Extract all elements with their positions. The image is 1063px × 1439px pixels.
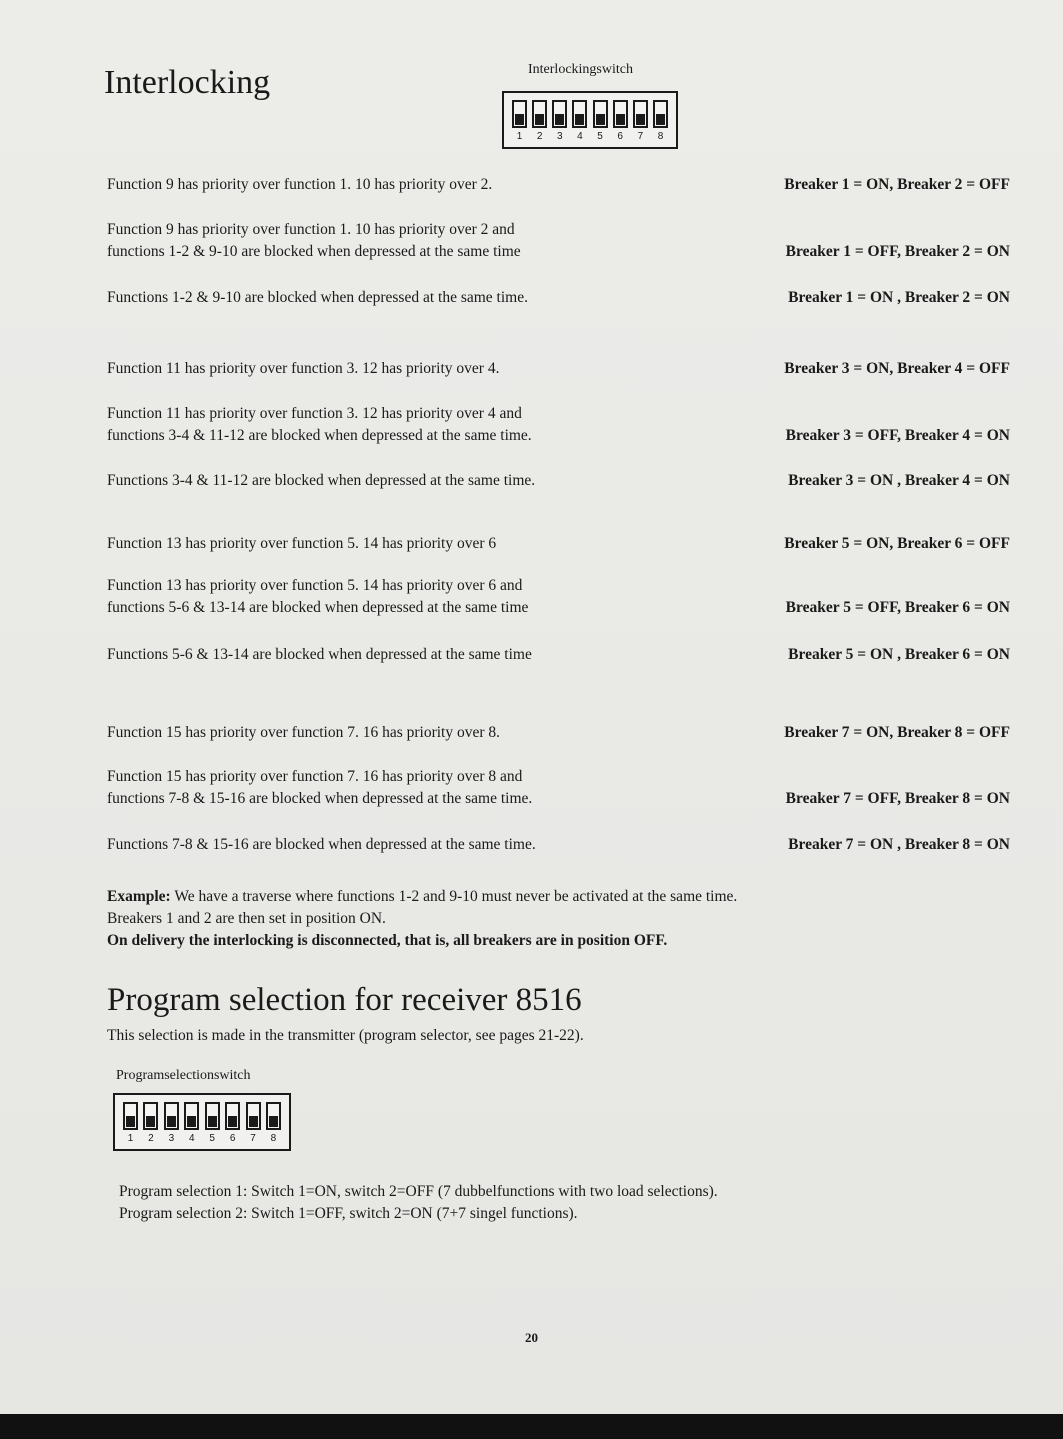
dip-knob <box>266 1102 281 1130</box>
dip-knob <box>184 1102 199 1130</box>
breaker-setting: Breaker 1 = OFF, Breaker 2 = ON <box>785 243 1010 260</box>
example-line-2: Breakers 1 and 2 are then set in position ON. <box>107 910 386 927</box>
breaker-setting: Breaker 3 = OFF, Breaker 4 = ON <box>785 427 1010 444</box>
dip-knob <box>123 1102 138 1130</box>
dip-number: 7 <box>250 1133 256 1144</box>
breaker-setting: Breaker 5 = OFF, Breaker 6 = ON <box>785 599 1010 616</box>
row-description <box>107 358 695 380</box>
description-line: Functions 7-8 & 15-16 are blocked when depressed at the same time. <box>107 836 536 853</box>
description-line: functions 1-2 & 9-10 are blocked when depressed at the same time <box>107 243 521 260</box>
row-description <box>107 174 695 196</box>
description-line: functions 7-8 & 15-16 are blocked when depressed at the same time. <box>107 790 533 807</box>
dip-knob <box>143 1102 158 1130</box>
description-line: Function 15 has priority over function 7. 16 has priority over 8. <box>107 724 501 741</box>
description-line: Function 13 has priority over function 5. 14 has priority over 6 <box>107 535 497 552</box>
dip-number: 5 <box>209 1133 215 1144</box>
interlock-row <box>107 766 1010 810</box>
example-line <box>107 886 1007 908</box>
interlocking-dip-switch <box>502 91 678 149</box>
dip-knob <box>613 100 628 128</box>
dip-number: 6 <box>617 131 623 142</box>
description-line: functions 3-4 & 11-12 are blocked when depressed at the same time. <box>107 427 532 444</box>
delivery-note: On delivery the interlocking is disconnected, that is, all breakers are in position OFF. <box>107 932 668 949</box>
description-line: Function 11 has priority over function 3. 12 has priority over 4 and <box>107 405 522 422</box>
description-line: Functions 1-2 & 9-10 are blocked when depressed at the same time. <box>107 289 528 306</box>
dip-number: 1 <box>127 1133 134 1144</box>
description-line: Functions 3-4 & 11-12 are blocked when depressed at the same time. <box>107 472 536 489</box>
breaker-setting: Breaker 7 = OFF, Breaker 8 = ON <box>785 790 1010 807</box>
interlock-row <box>107 358 1010 380</box>
program-dip-switch <box>113 1093 291 1151</box>
row-description <box>107 533 695 555</box>
breaker-setting: Breaker 5 = ON , Breaker 6 = ON <box>788 646 1010 663</box>
dip-knob <box>532 100 547 128</box>
description-line: Function 15 has priority over function 7. 16 has priority over 8 and <box>107 768 523 785</box>
dip-number: 2 <box>148 1133 154 1144</box>
description-line: Function 9 has priority over function 1. 10 has priority over 2 and <box>107 221 515 238</box>
row-description <box>107 766 695 810</box>
dip-knob <box>512 100 527 128</box>
dip-knob <box>593 100 608 128</box>
example-label: Example: <box>107 888 171 905</box>
program-intro: This selection is made in the transmitter (program selector, see pages 21-22). <box>107 1027 584 1044</box>
interlock-row <box>107 722 1010 744</box>
dip-number: 5 <box>597 131 603 142</box>
breaker-setting: Breaker 5 = ON, Breaker 6 = OFF <box>784 535 1010 552</box>
interlocking-title: Interlocking <box>104 64 271 101</box>
row-description <box>107 287 695 309</box>
interlock-row <box>107 403 1010 447</box>
dip-knobs <box>512 100 668 130</box>
dip-knob <box>572 100 587 128</box>
interlock-row <box>107 287 1010 309</box>
row-description <box>107 403 695 447</box>
program-selection-2: Program selection 2: Switch 1=OFF, switch 2=ON (7+7 singel functions). <box>119 1205 578 1222</box>
dip-knob <box>653 100 668 128</box>
program-switch-caption: Programselectionswitch <box>116 1068 251 1083</box>
interlock-row <box>107 575 1010 619</box>
dip-number: 4 <box>188 1133 195 1144</box>
interlock-row <box>107 219 1010 263</box>
program-selection-1: Program selection 1: Switch 1=ON, switch 2=OFF (7 dubbelfunctions with two load selections). <box>119 1183 718 1200</box>
dip-numbers <box>123 1133 281 1147</box>
row-description <box>107 722 695 744</box>
description-line: Function 13 has priority over function 5. 14 has priority over 6 and <box>107 577 523 594</box>
dip-knob <box>164 1102 179 1130</box>
breaker-setting: Breaker 1 = ON, Breaker 2 = OFF <box>784 176 1010 193</box>
interlock-row <box>107 470 1010 492</box>
row-description <box>107 470 695 492</box>
dip-number: 3 <box>557 131 563 142</box>
dip-knob <box>205 1102 220 1130</box>
dip-number: 7 <box>637 131 644 142</box>
breaker-setting: Breaker 3 = ON , Breaker 4 = ON <box>788 472 1010 489</box>
breaker-setting: Breaker 3 = ON, Breaker 4 = OFF <box>784 360 1010 377</box>
interlocking-switch-caption: Interlockingswitch <box>528 62 633 77</box>
dip-number: 4 <box>577 131 583 142</box>
interlock-row <box>107 834 1010 856</box>
dip-number: 1 <box>516 131 523 142</box>
program-title: Program selection for receiver 8516 <box>107 982 582 1018</box>
program-selections <box>119 1181 1019 1225</box>
row-description <box>107 219 695 263</box>
example-text: We have a traverse where functions 1-2 and 9-10 must never be activated at the same time. <box>170 888 738 905</box>
bottom-edge-band <box>0 1414 1063 1439</box>
dip-number: 3 <box>168 1133 175 1144</box>
dip-knob <box>552 100 567 128</box>
row-description <box>107 644 695 666</box>
description-line: functions 5-6 & 13-14 are blocked when depressed at the same time <box>107 599 529 616</box>
interlock-row <box>107 174 1010 196</box>
dip-knob <box>246 1102 261 1130</box>
description-line: Function 9 has priority over function 1. 10 has priority over 2. <box>107 176 493 193</box>
example-paragraph <box>107 886 1007 952</box>
dip-knob <box>225 1102 240 1130</box>
page-number: 20 <box>525 1330 538 1345</box>
dip-number: 8 <box>270 1133 277 1144</box>
interlock-row <box>107 644 1010 666</box>
interlock-row <box>107 533 1010 555</box>
row-description <box>107 834 695 856</box>
dip-number: 6 <box>229 1133 236 1144</box>
breaker-setting: Breaker 7 = ON , Breaker 8 = ON <box>788 836 1010 853</box>
dip-knob <box>633 100 648 128</box>
description-line: Function 11 has priority over function 3. 12 has priority over 4. <box>107 360 500 377</box>
breaker-setting: Breaker 7 = ON, Breaker 8 = OFF <box>784 724 1010 741</box>
dip-number: 2 <box>536 131 543 142</box>
row-description <box>107 575 695 619</box>
dip-numbers <box>512 131 668 145</box>
breaker-setting: Breaker 1 = ON , Breaker 2 = ON <box>788 289 1010 306</box>
dip-knobs <box>123 1102 281 1132</box>
dip-number: 8 <box>657 131 664 142</box>
description-line: Functions 5-6 & 13-14 are blocked when depressed at the same time <box>107 646 532 663</box>
